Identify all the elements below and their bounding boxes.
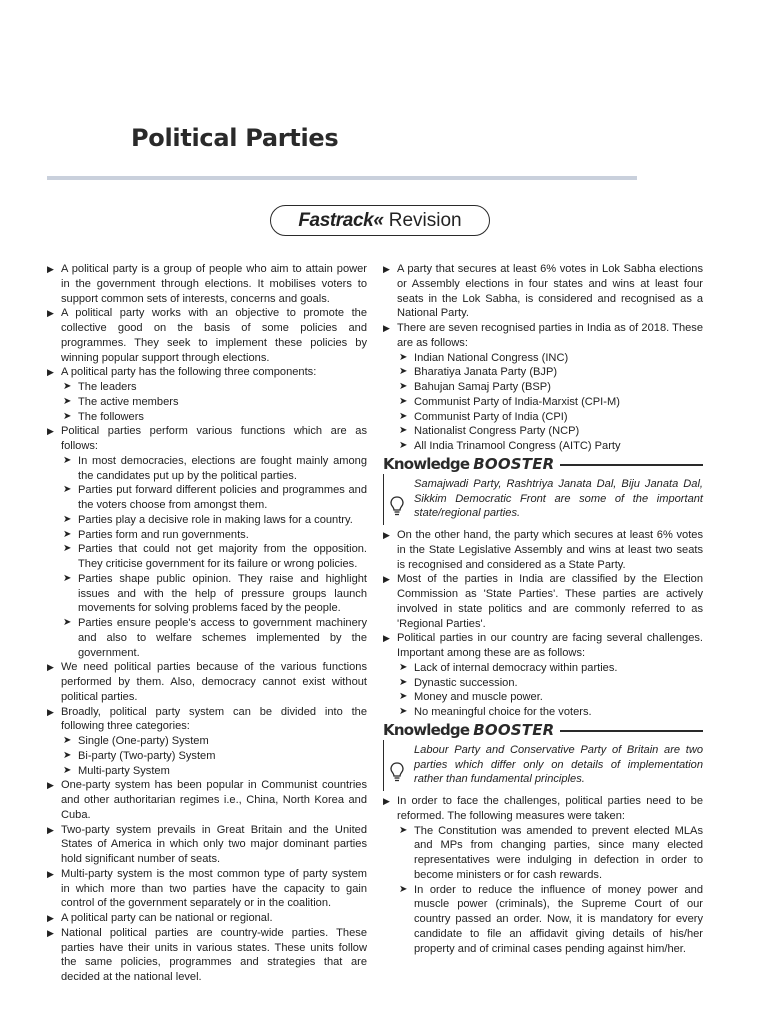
sub-item: ➤ Multi-party System	[47, 764, 367, 779]
sub-item: ➤ The leaders	[47, 380, 367, 395]
bullet-item: ▶ We need political parties because of the various functions performed by them. Also, democracy cannot exist without political parties.	[47, 660, 367, 704]
knowledge-booster-box	[383, 456, 703, 525]
bullet-item: ▶ A party that secures at least 6% votes in Lok Sabha elections or Assembly elections in four states and wins at least four seats in the Lok Sabha, is considered and recognised as a National Party.	[383, 262, 703, 321]
fastrack-revision-banner	[270, 205, 490, 236]
sub-item: ➤ Parties put forward different policies and programmes and the voters choose from amongst them.	[47, 483, 367, 513]
sub-item: ➤ Communist Party of India (CPI)	[383, 410, 703, 425]
title-divider	[47, 176, 637, 180]
bullet-item: ▶ Political parties in our country are facing several challenges. Important among these are as follows:	[383, 631, 703, 661]
sub-item: ➤ In most democracies, elections are fought mainly among the candidates put up by the political parties.	[47, 454, 367, 484]
bullet-item: ▶ A political party is a group of people who aim to attain power in the government through elections. It mobilises voters to support common sets of interests, concerns and goals.	[47, 262, 367, 306]
sub-item: ➤ The active members	[47, 395, 367, 410]
lightbulb-icon	[390, 762, 404, 782]
lightbulb-icon	[390, 496, 404, 516]
kb-text: Labour Party and Conservative Party of Britain are two parties which differ only on details of implementation rather than fundamental principles.	[414, 743, 703, 786]
bullet-item: ▶ Political parties perform various functions which are as follows:	[47, 424, 367, 454]
sub-item: ➤ Bi-party (Two-party) System	[47, 749, 367, 764]
sub-item: ➤ Lack of internal democracy within parties.	[383, 661, 703, 676]
knowledge-booster-body	[383, 740, 703, 791]
sub-item: ➤ Nationalist Congress Party (NCP)	[383, 424, 703, 439]
sub-item: ➤ No meaningful choice for the voters.	[383, 705, 703, 720]
bullet-item: ▶ Two-party system prevails in Great Britain and the United States of America in which only two major dominant parties hold significant number of seats.	[47, 823, 367, 867]
sub-item: ➤ Indian National Congress (INC)	[383, 351, 703, 366]
kb-header-rule	[560, 464, 703, 466]
banner-revision-text: Revision	[383, 210, 462, 231]
sub-item: ➤ Single (One-party) System	[47, 734, 367, 749]
right-column	[383, 262, 703, 956]
sub-item: ➤ Parties shape public opinion. They raise and highlight issues and with the help of pressure groups launch movements for solving problems faced by the people.	[47, 572, 367, 616]
bullet-item: ▶ A political party can be national or regional.	[47, 911, 367, 926]
bullet-item: ▶ A political party works with an objective to promote the collective good on the basis of some policies and programmes. They seek to implement these policies by winning popular support through elections.	[47, 306, 367, 365]
sub-item: ➤ The followers	[47, 410, 367, 425]
sub-item: ➤ Money and muscle power.	[383, 690, 703, 705]
bullet-item: ▶ Broadly, political party system can be divided into the following three categories:	[47, 705, 367, 735]
banner-mark: «	[373, 210, 384, 231]
bullet-item: ▶ There are seven recognised parties in India as of 2018. These are as follows:	[383, 321, 703, 351]
kb-title-booster: BOOSTER	[473, 721, 555, 740]
banner-fastrack-text: Fastrack	[298, 210, 374, 231]
sub-item: ➤ In order to reduce the influence of money power and muscle power (criminals), the Supreme Court of our country passed an order. Now, it is mandatory for every candidate to file an affidavit giving details of his/her property and of criminal cases pending against him/her.	[383, 883, 703, 957]
kb-title-word: Knowledge	[383, 455, 470, 474]
kb-text: Samajwadi Party, Rashtriya Janata Dal, Biju Janata Dal, Sikkim Democratic Front are some of the important state/regional parties.	[414, 477, 703, 520]
knowledge-booster-box	[383, 722, 703, 791]
knowledge-booster-header	[383, 456, 703, 474]
bullet-item: ▶ In order to face the challenges, political parties need to be reformed. The following measures were taken:	[383, 794, 703, 824]
bullet-item: ▶ One-party system has been popular in Communist countries and other authoritarian regimes i.e., China, North Korea and Cuba.	[47, 778, 367, 822]
sub-item: ➤ Parties ensure people's access to government machinery and also to welfare schemes implemented by the government.	[47, 616, 367, 660]
page-title: Political Parties	[131, 124, 339, 152]
bullet-item: ▶ Most of the parties in India are classified by the Election Commission as 'State Parties'. These parties are actively involved in state politics and are commonly referred to as 'Regional Parties'.	[383, 572, 703, 631]
bullet-item: ▶ A political party has the following three components:	[47, 365, 367, 380]
sub-item: ➤ All India Trinamool Congress (AITC) Party	[383, 439, 703, 454]
knowledge-booster-header	[383, 722, 703, 740]
kb-title-word: Knowledge	[383, 721, 470, 740]
knowledge-booster-title	[383, 723, 554, 738]
sub-item: ➤ Communist Party of India-Marxist (CPI-M)	[383, 395, 703, 410]
sub-item: ➤ Parties that could not get majority from the opposition. They criticise government for its failure or wrong policies.	[47, 542, 367, 572]
sub-item: ➤ The Constitution was amended to prevent elected MLAs and MPs from changing parties, since many elected representatives were indulging in defection in order to become ministers or for cash rewards.	[383, 824, 703, 883]
sub-item: ➤ Bahujan Samaj Party (BSP)	[383, 380, 703, 395]
sub-item: ➤ Parties form and run governments.	[47, 528, 367, 543]
bullet-item: ▶ National political parties are country-wide parties. These parties have their units in various states. These units follow the same policies, programmes and strategies that are decided at the national level.	[47, 926, 367, 985]
kb-header-rule	[560, 730, 703, 732]
knowledge-booster-title	[383, 457, 554, 472]
left-column	[47, 262, 367, 985]
bullet-item: ▶ On the other hand, the party which secures at least 6% votes in the State Legislative Assembly and wins at least two seats is recognised and considered as a State Party.	[383, 528, 703, 572]
sub-item: ➤ Bharatiya Janata Party (BJP)	[383, 365, 703, 380]
kb-title-booster: BOOSTER	[473, 455, 555, 474]
sub-item: ➤ Parties play a decisive role in making laws for a country.	[47, 513, 367, 528]
sub-item: ➤ Dynastic succession.	[383, 676, 703, 691]
bullet-item: ▶ Multi-party system is the most common type of party system in which more than two parties have the capacity to gain control of the government separately or in the coalition.	[47, 867, 367, 911]
knowledge-booster-body	[383, 474, 703, 525]
